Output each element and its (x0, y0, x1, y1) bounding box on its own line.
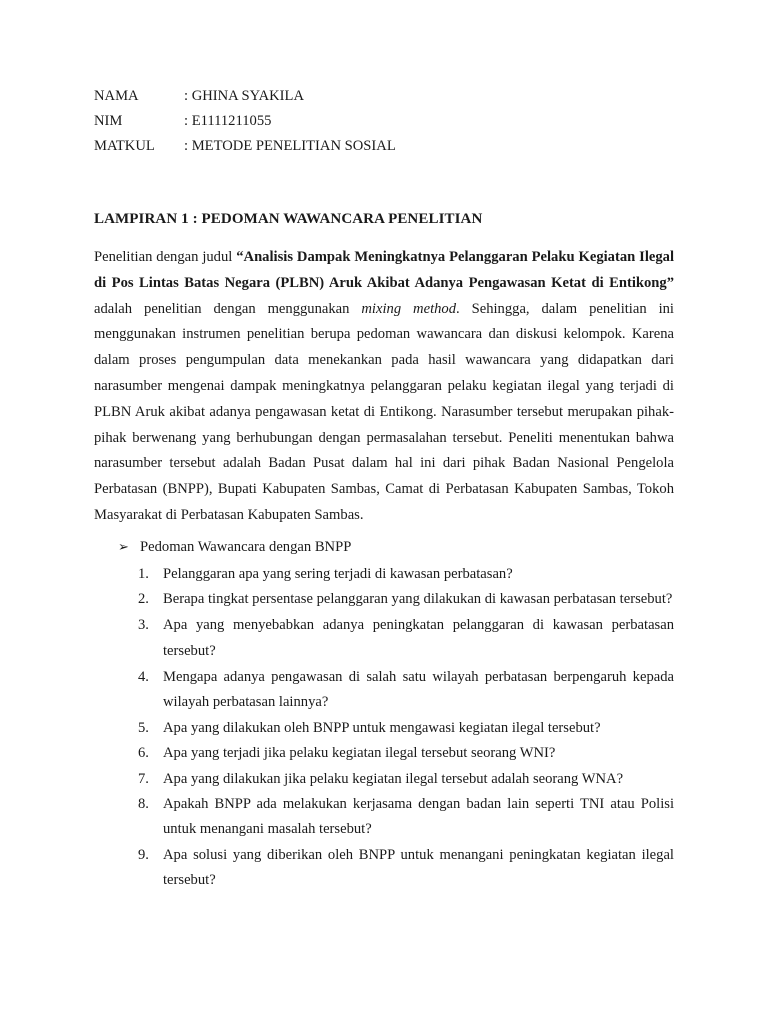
question-text: Apakah BNPP ada melakukan kerjasama dengan badan lain seperti TNI atau Polisi untuk menangani masalah tersebut? (163, 795, 674, 838)
identity-row-nama (94, 86, 396, 111)
list-item (138, 562, 674, 587)
question-list (138, 562, 674, 895)
identity-label: NAMA (94, 88, 139, 104)
section-title: Pedoman Wawancara dengan BNPP (140, 539, 352, 555)
research-title: “Analisis Dampak Meningkatnya Pelanggaran Pelaku Kegiatan Ilegal di Pos Lintas Batas Negara (PLBN) Aruk Akibat Adanya Pengawasan Ketat di Entikong” (94, 249, 675, 291)
interview-section (118, 537, 674, 557)
list-item (138, 843, 674, 893)
identity-row-matkul (94, 136, 396, 161)
identity-row-nim (94, 111, 396, 136)
identity-value: : GHINA SYAKILA (184, 88, 304, 104)
identity-value: : METODE PENELITIAN SOSIAL (184, 138, 396, 154)
question-number: 8. (138, 795, 149, 812)
question-number: 2. (138, 591, 149, 608)
question-number: 4. (138, 668, 149, 685)
question-text: Apa yang menyebabkan adanya peningkatan pelanggaran di kawasan perbatasan tersebut? (163, 617, 674, 659)
question-text: Apa solusi yang diberikan oleh BNPP untuk menangani peningkatan kegiatan ilegal tersebut? (163, 847, 674, 889)
question-text: Apa yang dilakukan oleh BNPP untuk mengawasi kegiatan ilegal tersebut? (163, 720, 601, 737)
list-item (138, 767, 674, 792)
list-item (138, 587, 674, 612)
identity-label: MATKUL (94, 138, 155, 154)
list-item (138, 792, 674, 842)
section-title-row (118, 537, 674, 557)
method-term: mixing method (361, 300, 457, 317)
intro-text-2: adalah penelitian dengan menggunakan (94, 300, 362, 317)
intro-text-3: . Sehingga, dalam penelitian ini menggunakan instrumen penelitian berupa pedoman wawancara dan diskusi kelompok. Karena dalam proses pengumpulan data menekankan pada hasil wawancara yang didapatkan dari narasumber mengenai dampak meningkatnya pelanggaran pelaku kegiatan ilegal yang terjadi di PLBN Aruk akibat adanya pengawasan ketat di Entikong. Narasumber tersebut merupakan pihak-pihak berwenang yang berhubungan dengan permasalahan tersebut. Peneliti menentukan bahwa narasumber tersebut adalah Badan Pusat dalam hal ini dari pihak Badan Nasional Pengelola Perbatasan (BNPP), Bupati Kabupaten Sambas, Camat di Perbatasan Kabupaten Sambas, Tokoh Masyarakat di Perbatasan Kabupaten Sambas. (94, 300, 674, 523)
appendix-heading: LAMPIRAN 1 : PEDOMAN WAWANCARA PENELITIAN (94, 211, 483, 227)
question-number: 6. (138, 745, 149, 762)
list-item (138, 665, 674, 715)
question-text: Berapa tingkat persentase pelanggaran yang dilakukan di kawasan perbatasan tersebut? (163, 591, 673, 608)
arrow-bullet-icon: ➢ (118, 539, 129, 554)
question-number: 1. (138, 566, 149, 582)
intro-text-1: Penelitian dengan judul (94, 249, 237, 265)
list-item (138, 716, 674, 741)
identity-block (94, 86, 396, 161)
question-text: Apa yang dilakukan jika pelaku kegiatan ilegal tersebut adalah seorang WNA? (163, 770, 624, 787)
identity-value: : E1111211055 (184, 113, 272, 129)
intro-paragraph (94, 245, 674, 529)
question-text: Pelanggaran apa yang sering terjadi di kawasan perbatasan? (163, 566, 513, 582)
question-number: 5. (138, 720, 149, 737)
question-text: Mengapa adanya pengawasan di salah satu wilayah perbatasan berpengaruh kepada wilayah perbatasan lainnya? (163, 668, 674, 711)
question-number: 3. (138, 617, 149, 634)
identity-label: NIM (94, 113, 123, 129)
list-item (138, 741, 674, 766)
question-text: Apa yang terjadi jika pelaku kegiatan ilegal tersebut seorang WNI? (163, 745, 556, 762)
list-item (138, 613, 674, 663)
question-number: 9. (138, 847, 149, 864)
question-number: 7. (138, 770, 149, 787)
